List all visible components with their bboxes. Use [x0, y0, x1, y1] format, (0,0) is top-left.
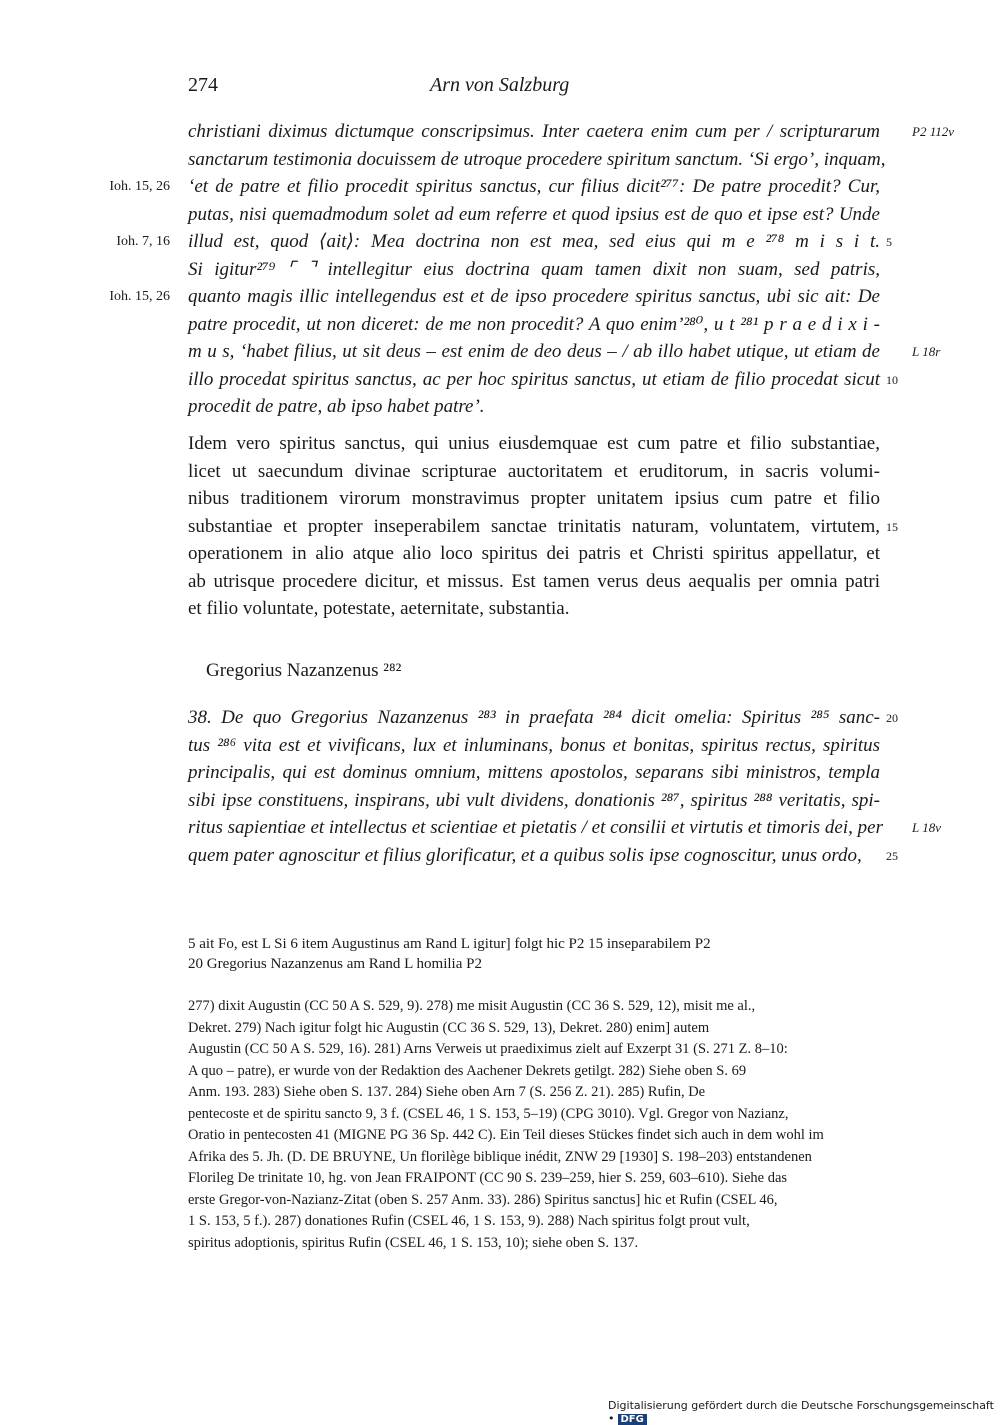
text-line: quem pater agnoscitur et filius glorificatur, et a quibus solis ipse cognoscitur, unus ordo, — [188, 844, 862, 866]
footnote-line: pentecoste et de spiritu sancto 9, 3 f. (CSEL 46, 1 S. 153, 5–19) (CPG 3010). Vgl. Gregor von Nazianz, — [188, 1105, 789, 1122]
footnote-line: Oratio in pentecosten 41 (MIGNE PG 36 Sp. 442 C). Ein Teil dieses Stückes findet sich auch in dem wohl im — [188, 1127, 824, 1143]
footnote-line: spiritus adoptionis, spiritus Rufin (CSEL 46, 1 S. 153, 10); siehe oben S. 137. — [188, 1234, 639, 1251]
text-line: procedit de patre, ab ipso habet patre’. — [188, 396, 485, 417]
text-line: illo procedat spiritus sanctus, ac per hoc spiritus sanctus, ut etiam de filio procedat sicut — [188, 368, 880, 390]
line-number: 25 — [886, 848, 898, 863]
text-line: ab utrisque procedere dicitur, et missus. Est tamen verus deus aequalis per omnia patri — [188, 570, 880, 592]
text-line: illud est, quod ⟨ait⟩: Mea doctrina non est mea, sed eius qui m e ²⁷⁸ m i s i t. — [188, 231, 880, 252]
text-line: nibus traditionem virorum monstravimus propter unitatem ipsius cum patre et filio — [188, 488, 880, 509]
text-line: christiani diximus dictumque conscripsimus. Inter caetera enim cum per / scripturarum — [188, 121, 880, 142]
text-line: sibi ipse constituens, inspirans, ubi vult dividens, donationis ²⁸⁷, spiritus ²⁸⁸ veritatis, spi- — [188, 789, 880, 811]
apparatus-line: 5 ait Fo, est L Si 6 item Augustinus am Rand L igitur] folgt hic P2 15 inseparabilem P2 — [188, 936, 711, 952]
folio-marker: P2 112v — [912, 124, 954, 139]
funding-text: Digitalisierung gefördert durch die Deutsche Forschungsgemeinschaft • — [608, 1399, 994, 1425]
text-line: 38. De quo Gregorius Nazanzenus ²⁸³ in praefata ²⁸⁴ dicit omelia: Spiritus ²⁸⁵ sanc- — [188, 707, 880, 728]
line-number: 15 — [886, 519, 898, 534]
text-line: tus ²⁸⁶ vita est et vivificans, lux et inluminans, bonus et bonitas, spiritus rectus, spiritus — [188, 734, 880, 756]
text-line: et filio voluntate, potestate, aeternitate, substantia. — [188, 598, 570, 619]
footnote-line: 1 S. 153, 5 f.). 287) donationes Rufin (CSEL 46, 1 S. 153, 9). 288) Nach spiritus folgt prout vult, — [188, 1213, 750, 1229]
text-line: Si igitur²⁷⁹ ⌜ ⌝ intellegitur eius doctrina quam tamen dixit non suam, sed patris, — [188, 258, 880, 280]
section-heading: Gregorius Nazanzenus ²⁸² — [206, 660, 402, 681]
text-line: licet ut saecundum divinae scripturae auctoritatem et eruditorum, in sacris volumi- — [188, 460, 880, 482]
text-line: ritus sapientiae et intellectus et scientiae et pietatis / et consilii et virtutis et timoris dei, per — [188, 817, 883, 838]
page-number: 274 — [188, 74, 218, 96]
dfg-logo: DFG — [618, 1414, 647, 1425]
running-title: Arn von Salzburg — [430, 74, 570, 96]
line-number: 20 — [886, 711, 898, 725]
text-line: sanctarum testimonia docuissem de utroque procedere spiritum sanctum. ‘Si ergo’, inquam, — [188, 148, 886, 170]
apparatus-line: 20 Gregorius Nazanzenus am Rand L homilia P2 — [188, 956, 482, 972]
footnote-line: Afrika des 5. Jh. (D. DE BRUYNE, Un florilège biblique inédit, ZNW 29 [1930] S. 198–203) entstandenen — [188, 1148, 812, 1165]
funding-note — [608, 1399, 1000, 1425]
line-number: 5 — [886, 235, 892, 249]
text-line: principalis, qui est dominus omnium, mittens apostolos, separans sibi ministros, templa — [188, 762, 880, 783]
line-number: 10 — [886, 372, 898, 387]
margin-reference: Ioh. 15, 26 — [109, 179, 170, 194]
text-line: putas, nisi quemadmodum solet ad eum referre et quod ipsius est de quo et ipse est? Unde — [188, 203, 880, 225]
text-line: ‘et de patre et filio procedit spiritus sanctus, cur filius dicit²⁷⁷: De patre procedit? Cur, — [188, 176, 880, 197]
text-line: quanto magis illic intellegendus est et de ipso procedere spiritus sanctus, ubi sic ait: De — [188, 286, 880, 307]
text-line: Idem vero spiritus sanctus, qui unius eiusdemquae est cum patre et filio substantiae, — [188, 433, 880, 454]
footnote-line: Dekret. 279) Nach igitur folgt hic Augustin (CC 36 S. 529, 13), Dekret. 280) enim] autem — [188, 1019, 710, 1036]
text-line: patre procedit, ut non diceret: de me non procedit? A quo enim’²⁸⁰, u t ²⁸¹ p r a e d i x i - — [188, 313, 880, 335]
margin-reference: Ioh. 15, 26 — [109, 289, 170, 304]
margin-reference: Ioh. 7, 16 — [116, 234, 170, 249]
footnote-line: 277) dixit Augustin (CC 50 A S. 529, 9). 278) me misit Augustin (CC 36 S. 529, 12), misit me al., — [188, 998, 756, 1014]
folio-marker: L 18r — [912, 344, 941, 359]
footnote-line: Anm. 193. 283) Siehe oben S. 137. 284) Siehe oben Arn 7 (S. 256 Z. 21). 285) Rufin, De — [188, 1084, 706, 1100]
text-line: operationem in alio atque alio loco spiritus dei patris et Christi spiritus appellatur, et — [188, 543, 880, 564]
text-line: substantiae et propter inseperabilem sanctae trinitatis naturam, voluntatem, virtutem, — [188, 515, 880, 537]
footnote-line: Augustin (CC 50 A S. 529, 16). 281) Arns Verweis ut praediximus zielt auf Exzerpt 31 (S. 271 Z. 8–10: — [188, 1041, 788, 1057]
footnote-line: Florileg De trinitate 10, hg. von Jean FRAIPONT (CC 90 S. 239–259, hier S. 259, 603–610). Siehe das — [188, 1170, 788, 1186]
footnote-line: erste Gregor-von-Nazianz-Zitat (oben S. 257 Anm. 33). 286) Spiritus sanctus] hic et Rufin (CSEL 46, — [188, 1191, 778, 1208]
footnote-line: A quo – patre), er wurde von der Redaktion des Aachener Dekrets getilgt. 282) Siehe oben S. 69 — [188, 1062, 747, 1079]
folio-marker: L 18v — [912, 820, 942, 835]
text-line: m u s, ‘habet filius, ut sit deus – est enim de deo deus – / ab illo habet utique, ut etiam de — [188, 341, 880, 362]
